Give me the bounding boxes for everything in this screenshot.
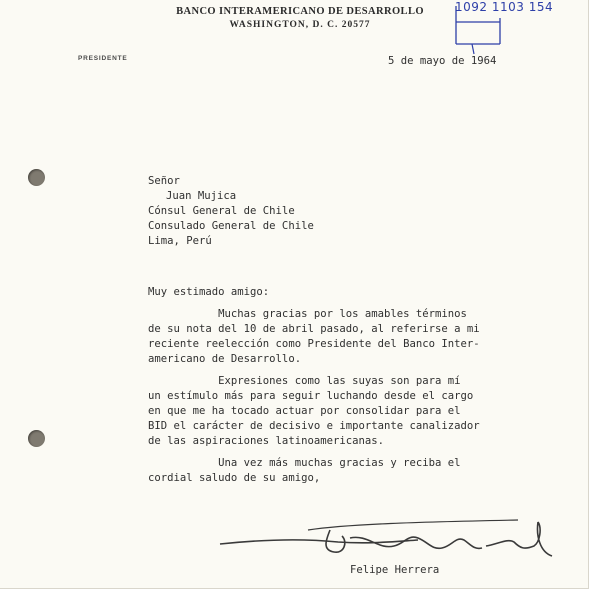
body-line: de las aspiraciones latinoamericanas. — [148, 435, 384, 447]
letterhead — [150, 6, 450, 30]
body-line: Expresiones como las suyas son para mí — [148, 375, 461, 387]
letterhead-office: PRESIDENTE — [78, 55, 128, 62]
recipient-block — [148, 174, 314, 249]
body-paragraph-1 — [148, 307, 480, 367]
recipient-line: Cónsul General de Chile — [148, 205, 295, 217]
recipient-line: Consulado General de Chile — [148, 220, 314, 232]
body-line: un estímulo más para seguir luchando desde el cargo — [148, 390, 474, 402]
punch-hole-top — [28, 169, 45, 186]
body-line: cordial saludo de su amigo, — [148, 472, 321, 484]
body-line: americano de Desarrollo. — [148, 353, 302, 365]
handwritten-signature — [218, 516, 558, 566]
body-line: en que me ha tocado actuar por consolidar para el — [148, 405, 461, 417]
body-paragraph-2 — [148, 374, 480, 449]
body-line: de su nota del 10 de abril pasado, al referirse a mi — [148, 323, 480, 335]
recipient-line: Señor — [148, 175, 180, 187]
body-line: reciente reelección como Presidente del Banco Inter- — [148, 338, 480, 350]
archive-number: 1092 1103 154 — [455, 0, 554, 14]
salutation: Muy estimado amigo: — [148, 286, 270, 298]
body-line: Muchas gracias por los amables términos — [148, 308, 467, 320]
letter-date: 5 de mayo de 1964 — [388, 55, 497, 67]
letterhead-address: WASHINGTON, D. C. 20577 — [229, 20, 371, 30]
recipient-line: Lima, Perú — [148, 235, 212, 247]
body-line: Una vez más muchas gracias y reciba el — [148, 457, 461, 469]
punch-hole-bottom — [28, 430, 45, 447]
recipient-line: Juan Mujica — [166, 190, 237, 202]
letterhead-organization: BANCO INTERAMERICANO DE DESARROLLO — [176, 6, 424, 17]
archive-bracket-mark — [452, 4, 512, 56]
body-paragraph-3 — [148, 456, 461, 486]
signer-name: Felipe Herrera — [350, 564, 440, 576]
body-line: BID el carácter de decisivo e importante canalizador — [148, 420, 480, 432]
